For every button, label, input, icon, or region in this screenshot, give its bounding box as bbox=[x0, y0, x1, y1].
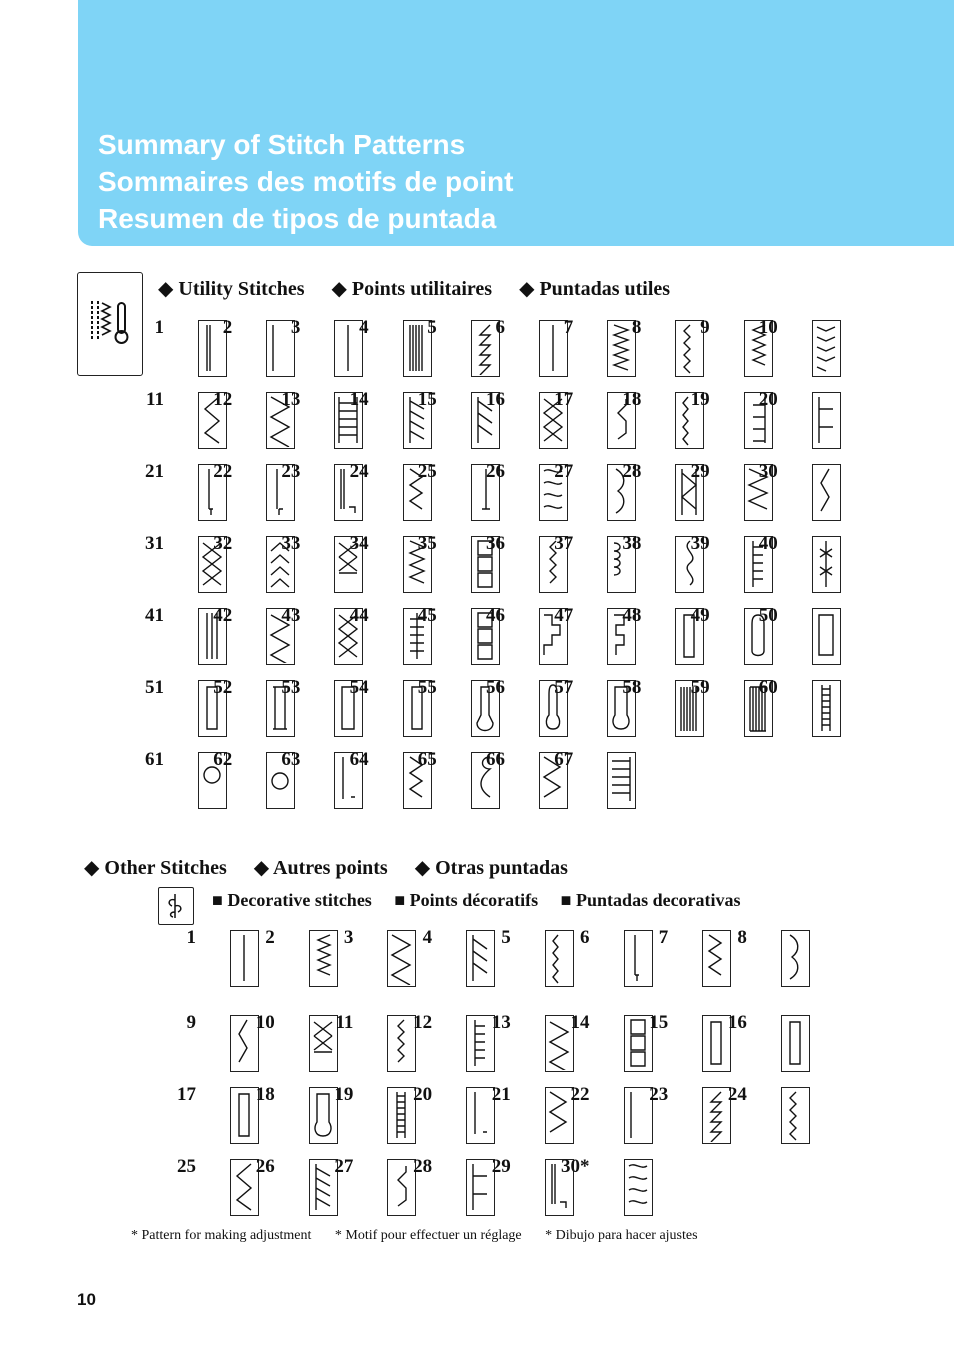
stitch-number: 22 bbox=[570, 1084, 590, 1105]
stitch-number: 17 bbox=[554, 389, 574, 410]
stitch-number: 19 bbox=[690, 389, 710, 410]
stitch-number: 16 bbox=[727, 1012, 747, 1033]
stitch-pattern-icon bbox=[702, 1087, 731, 1144]
stitch-number: 20 bbox=[758, 389, 778, 410]
stitch-number: 48 bbox=[622, 605, 642, 626]
utility-heading-es: ◆ Puntadas utiles bbox=[519, 278, 671, 300]
stitch-number: 27 bbox=[334, 1156, 354, 1177]
stitch-number: 26 bbox=[255, 1156, 275, 1177]
stitch-pattern-icon bbox=[230, 1087, 259, 1144]
stitch-number: 57 bbox=[554, 677, 574, 698]
stitch-number: 29 bbox=[491, 1156, 511, 1177]
stitch-pattern-icon bbox=[624, 1159, 653, 1216]
stitch-number: 65 bbox=[417, 749, 437, 770]
stitch-number: 2 bbox=[265, 927, 275, 948]
other-heading-en: ◆ Other Stitches bbox=[84, 857, 227, 879]
decorative-subheading-es: ■ Puntadas decorativas bbox=[560, 890, 741, 910]
stitch-number: 27 bbox=[554, 461, 574, 482]
stitch-pattern-icon bbox=[466, 930, 495, 987]
stitch-number: 14 bbox=[570, 1012, 590, 1033]
stitch-number: 28 bbox=[622, 461, 642, 482]
stitch-number: 34 bbox=[349, 533, 369, 554]
stitch-number: 15 bbox=[649, 1012, 669, 1033]
stitch-number: 23 bbox=[281, 461, 301, 482]
stitch-number: 33 bbox=[281, 533, 301, 554]
stitch-pattern-icon bbox=[545, 930, 574, 987]
decorative-stitch-icon bbox=[158, 887, 194, 925]
stitch-pattern-icon bbox=[812, 392, 841, 449]
stitch-number: 10 bbox=[758, 317, 778, 338]
stitch-pattern-icon bbox=[781, 1087, 810, 1144]
title-english: Summary of Stitch Patterns bbox=[98, 129, 466, 160]
utility-headings bbox=[158, 276, 692, 301]
stitch-number: 14 bbox=[349, 389, 369, 410]
title-spanish: Resumen de tipos de puntada bbox=[98, 203, 497, 234]
stitch-pattern-icon bbox=[624, 1015, 653, 1072]
stitch-number: 13 bbox=[491, 1012, 511, 1033]
stitch-pattern-icon bbox=[781, 930, 810, 987]
stitch-pattern-icon bbox=[466, 1159, 495, 1216]
stitch-number: 25 bbox=[177, 1156, 196, 1177]
stitch-number: 19 bbox=[334, 1084, 354, 1105]
stitch-number: 12 bbox=[213, 389, 233, 410]
utility-heading-fr: ◆ Points utilitaires bbox=[331, 278, 493, 300]
stitch-number: 59 bbox=[690, 677, 710, 698]
stitch-pattern-icon bbox=[812, 536, 841, 593]
stitch-number: 4 bbox=[359, 317, 369, 338]
stitch-number: 43 bbox=[281, 605, 301, 626]
stitch-number: 16 bbox=[486, 389, 505, 410]
other-headings bbox=[84, 855, 590, 880]
stitch-number: 38 bbox=[622, 533, 642, 554]
title-block bbox=[98, 126, 513, 237]
stitch-number: 63 bbox=[281, 749, 301, 770]
utility-heading-en: ◆ Utility Stitches bbox=[158, 278, 305, 300]
other-heading-es: ◆ Otras puntadas bbox=[414, 857, 568, 879]
stitch-number: 21 bbox=[491, 1084, 511, 1105]
stitch-pattern-icon bbox=[545, 1087, 574, 1144]
stitch-number: 1 bbox=[154, 317, 164, 338]
stitch-number: 23 bbox=[649, 1084, 669, 1105]
stitch-number: 25 bbox=[417, 461, 437, 482]
stitch-pattern-icon bbox=[230, 930, 259, 987]
stitch-number: 30 bbox=[758, 461, 778, 482]
stitch-number: 31 bbox=[145, 533, 164, 554]
stitch-number: 41 bbox=[145, 605, 164, 626]
stitch-number: 17 bbox=[177, 1084, 196, 1105]
other-heading-fr: ◆ Autres points bbox=[253, 857, 388, 879]
stitch-number: 2 bbox=[222, 317, 233, 338]
stitch-pattern-icon bbox=[812, 680, 841, 737]
stitch-number: 54 bbox=[349, 677, 369, 698]
stitch-number: 9 bbox=[186, 1012, 196, 1033]
stitch-number: 11 bbox=[146, 389, 164, 410]
stitch-pattern-icon bbox=[387, 1159, 416, 1216]
stitch-pattern-icon bbox=[230, 1159, 259, 1216]
stitch-pattern-icon bbox=[309, 1159, 338, 1216]
stitch-pattern-icon bbox=[781, 1015, 810, 1072]
stitch-number: 37 bbox=[554, 533, 574, 554]
stitch-number: 21 bbox=[145, 461, 164, 482]
stitch-number: 47 bbox=[554, 605, 574, 626]
stitch-number: 20 bbox=[413, 1084, 433, 1105]
stitch-pattern-icon bbox=[387, 1087, 416, 1144]
stitch-number: 39 bbox=[690, 533, 710, 554]
title-banner bbox=[78, 0, 954, 246]
title-french: Sommaires des motifs de point bbox=[98, 166, 514, 197]
stitch-number: 26 bbox=[486, 461, 505, 482]
stitch-number: 24 bbox=[349, 461, 369, 482]
decorative-subheading-en: ■ Decorative stitches bbox=[212, 890, 372, 910]
stitch-number: 8 bbox=[737, 927, 747, 948]
stitch-number: 22 bbox=[213, 461, 233, 482]
stitch-pattern-icon bbox=[309, 930, 338, 987]
stitch-pattern-icon bbox=[387, 1015, 416, 1072]
stitch-pattern-icon bbox=[230, 1015, 259, 1072]
page-number: 10 bbox=[77, 1290, 96, 1309]
stitch-number: 66 bbox=[486, 749, 505, 770]
stitch-number: 35 bbox=[417, 533, 437, 554]
stitch-number: 36 bbox=[486, 533, 505, 554]
stitch-number: 55 bbox=[417, 677, 437, 698]
stitch-number: 49 bbox=[690, 605, 710, 626]
stitch-pattern-icon bbox=[387, 930, 416, 987]
stitch-number: 3 bbox=[290, 317, 301, 338]
stitch-number: 62 bbox=[213, 749, 233, 770]
stitch-number: 11 bbox=[335, 1012, 354, 1033]
stitch-number: 6 bbox=[495, 317, 505, 338]
stitch-pattern-icon bbox=[624, 930, 653, 987]
stitch-number: 52 bbox=[213, 677, 233, 698]
stitch-number: 60 bbox=[758, 677, 778, 698]
footnote-en: * Pattern for making adjustment bbox=[131, 1228, 312, 1243]
stitch-number: 15 bbox=[417, 389, 437, 410]
stitch-pattern-icon bbox=[309, 1087, 338, 1144]
stitch-number: 10 bbox=[255, 1012, 275, 1033]
footnotes bbox=[131, 1228, 718, 1244]
stitch-pattern-icon bbox=[812, 464, 841, 521]
stitch-number: 1 bbox=[186, 927, 196, 948]
stitch-pattern-icon bbox=[812, 320, 841, 377]
decorative-subheadings bbox=[212, 890, 759, 911]
stitch-pattern-icon bbox=[702, 930, 731, 987]
footnote-es: * Dibujo para hacer ajustes bbox=[545, 1228, 698, 1243]
stitch-pattern-icon bbox=[466, 1015, 495, 1072]
stitch-pattern-icon bbox=[624, 1087, 653, 1144]
stitch-pattern-icon bbox=[702, 1015, 731, 1072]
stitch-number: 28 bbox=[413, 1156, 433, 1177]
stitch-number: 29 bbox=[690, 461, 710, 482]
stitch-number: 44 bbox=[349, 605, 369, 626]
stitch-number: 51 bbox=[145, 677, 164, 698]
stitch-number: 58 bbox=[622, 677, 642, 698]
stitch-number: 12 bbox=[413, 1012, 433, 1033]
stitch-number: 24 bbox=[727, 1084, 747, 1105]
stitch-number: 18 bbox=[622, 389, 642, 410]
decorative-subheading-fr: ■ Points décoratifs bbox=[394, 890, 539, 910]
stitch-number: 53 bbox=[281, 677, 301, 698]
stitch-number: 50 bbox=[758, 605, 778, 626]
stitch-number: 61 bbox=[145, 749, 164, 770]
stitch-number: 64 bbox=[349, 749, 369, 770]
stitch-number: 8 bbox=[631, 317, 642, 338]
stitch-number: 4 bbox=[422, 927, 433, 948]
stitch-number: 9 bbox=[700, 317, 710, 338]
stitch-number: 7 bbox=[658, 927, 669, 948]
stitch-number: 13 bbox=[281, 389, 301, 410]
stitch-pattern-icon bbox=[545, 1015, 574, 1072]
utility-stitch-icon bbox=[77, 272, 143, 376]
stitch-pattern-icon bbox=[812, 608, 841, 665]
stitch-number: 3 bbox=[343, 927, 354, 948]
stitch-pattern-icon bbox=[607, 752, 636, 809]
stitch-number: 32 bbox=[213, 533, 233, 554]
footnote-fr: * Motif pour effectuer un réglage bbox=[334, 1228, 522, 1243]
stitch-number: 67 bbox=[554, 749, 574, 770]
stitch-number: 40 bbox=[758, 533, 778, 554]
stitch-number: 18 bbox=[255, 1084, 275, 1105]
stitch-pattern-icon bbox=[466, 1087, 495, 1144]
stitch-number: 30* bbox=[561, 1156, 590, 1177]
stitch-number: 45 bbox=[417, 605, 437, 626]
stitch-number: 42 bbox=[213, 605, 233, 626]
stitch-number: 56 bbox=[486, 677, 505, 698]
stitch-pattern-icon bbox=[309, 1015, 338, 1072]
stitch-number: 5 bbox=[501, 927, 511, 948]
stitch-number: 5 bbox=[427, 317, 437, 338]
stitch-number: 6 bbox=[580, 927, 590, 948]
stitch-number: 46 bbox=[486, 605, 505, 626]
stitch-number: 7 bbox=[563, 317, 574, 338]
